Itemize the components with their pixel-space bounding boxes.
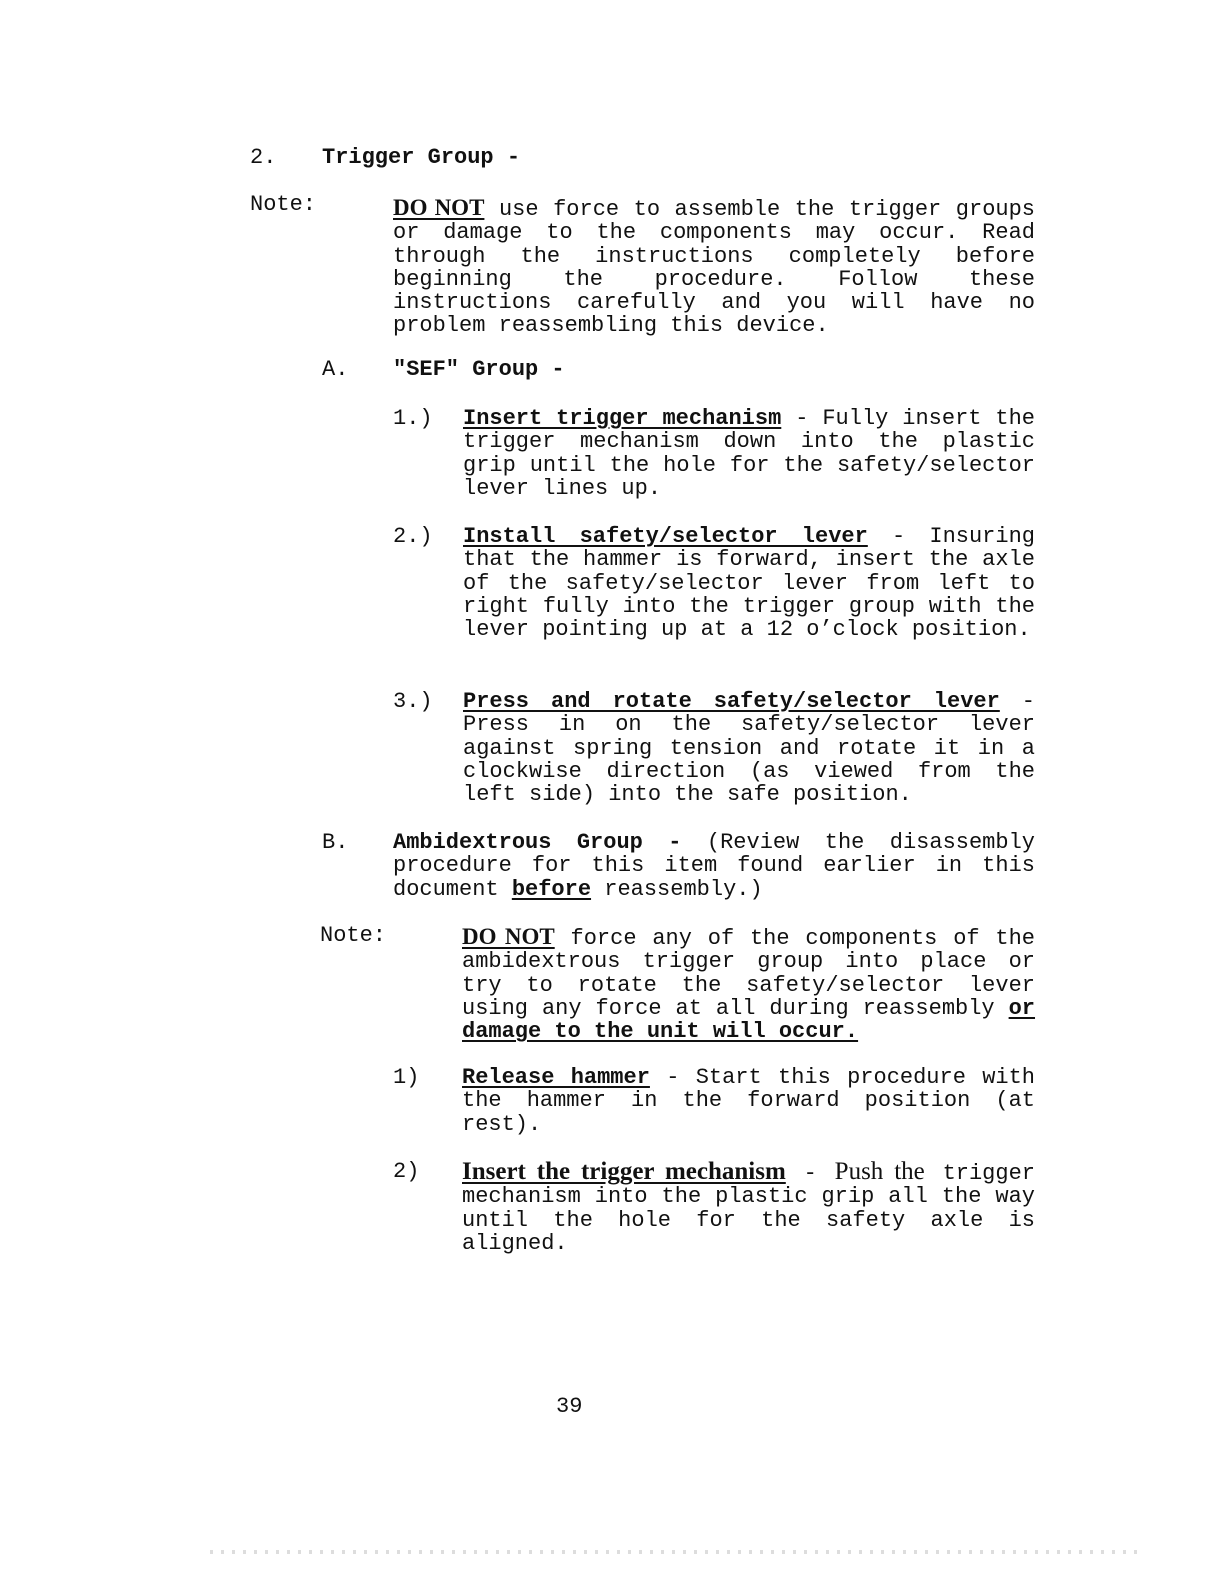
page-number: 39	[556, 1394, 583, 1419]
note-paragraph	[393, 196, 1035, 338]
step-number: 2.)	[393, 524, 433, 549]
step-number: 2)	[393, 1159, 420, 1184]
ambi-title: Ambidextrous Group -	[393, 830, 682, 855]
step-paragraph	[462, 1066, 1035, 1136]
section-number: 2.	[250, 145, 277, 170]
subsection-letter: B.	[322, 830, 349, 855]
note-paragraph	[462, 925, 1035, 1043]
step-separator: -	[781, 406, 823, 431]
step-text: Press in on the safety/selector lever against spring tension and rotate it in a clockwise direction (as viewed from the left side) into the safe position.	[463, 712, 1035, 808]
step-number: 1)	[393, 1065, 420, 1090]
do-not-emphasis: DO NOT	[462, 924, 555, 949]
step-paragraph	[462, 1160, 1035, 1255]
section-title: Trigger Group -	[322, 145, 521, 170]
do-not-emphasis: DO NOT	[393, 195, 485, 220]
step-heading: Insert the trigger mechanism	[462, 1158, 786, 1185]
step-number: 3.)	[393, 689, 433, 714]
step-text: Start this procedure with the hammer in the forward position (at rest).	[462, 1065, 1035, 1137]
subsection-title: "SEF" Group -	[393, 357, 565, 382]
step-heading: Press and rotate safety/selector lever	[463, 689, 1000, 714]
subsection-letter: A.	[322, 357, 349, 382]
step-number: 1.)	[393, 406, 433, 431]
step-text: Fully insert the trigger mechanism down into the plastic grip until the hole for the safety/selector lever lines up.	[463, 406, 1036, 501]
before-emphasis: before	[511, 876, 592, 902]
ambi-text-before: (Review the disassembly procedure for this item found earlier in this document	[393, 830, 1035, 902]
ambi-text-after: reassembly.)	[604, 876, 763, 902]
step-paragraph	[463, 690, 1035, 806]
scan-artifact	[210, 1550, 1140, 1554]
damage-warning: or damage to the unit will occur.	[462, 995, 1036, 1045]
note-label: Note:	[320, 923, 387, 948]
note-text: use force to assemble the trigger groups or damage to the components may occur. Read through the instructions completely before beginning the procedure. Follow these instructions carefully and you will have no problem reassembling this device.	[393, 197, 1035, 339]
note-text: force any of the components of the ambidextrous trigger group into place or try to rotate the safety/selector lever using any force at all during reassembly	[462, 926, 1036, 1021]
step-separator: -	[867, 524, 930, 549]
step-heading: Insert trigger mechanism	[463, 406, 782, 431]
step-lead: Push the	[834, 1158, 925, 1185]
step-text: trigger mechanism into the plastic grip all the way until the hole for the safety axle is aligned.	[462, 1161, 1035, 1256]
step-paragraph	[463, 525, 1035, 641]
step-separator: -	[999, 689, 1035, 714]
step-heading: Release hammer	[462, 1065, 650, 1090]
step-separator: -	[785, 1161, 835, 1186]
step-text: Insuring that the hammer is forward, insert the axle of the safety/selector lever from left to right fully into the trigger group with the lever pointing up at a 12 o’clock position.	[463, 524, 1035, 643]
note-label: Note:	[250, 192, 317, 217]
step-paragraph	[463, 407, 1035, 500]
ambi-paragraph	[393, 831, 1035, 901]
step-separator: -	[649, 1065, 696, 1090]
step-heading: Install safety/selector lever	[463, 524, 868, 549]
